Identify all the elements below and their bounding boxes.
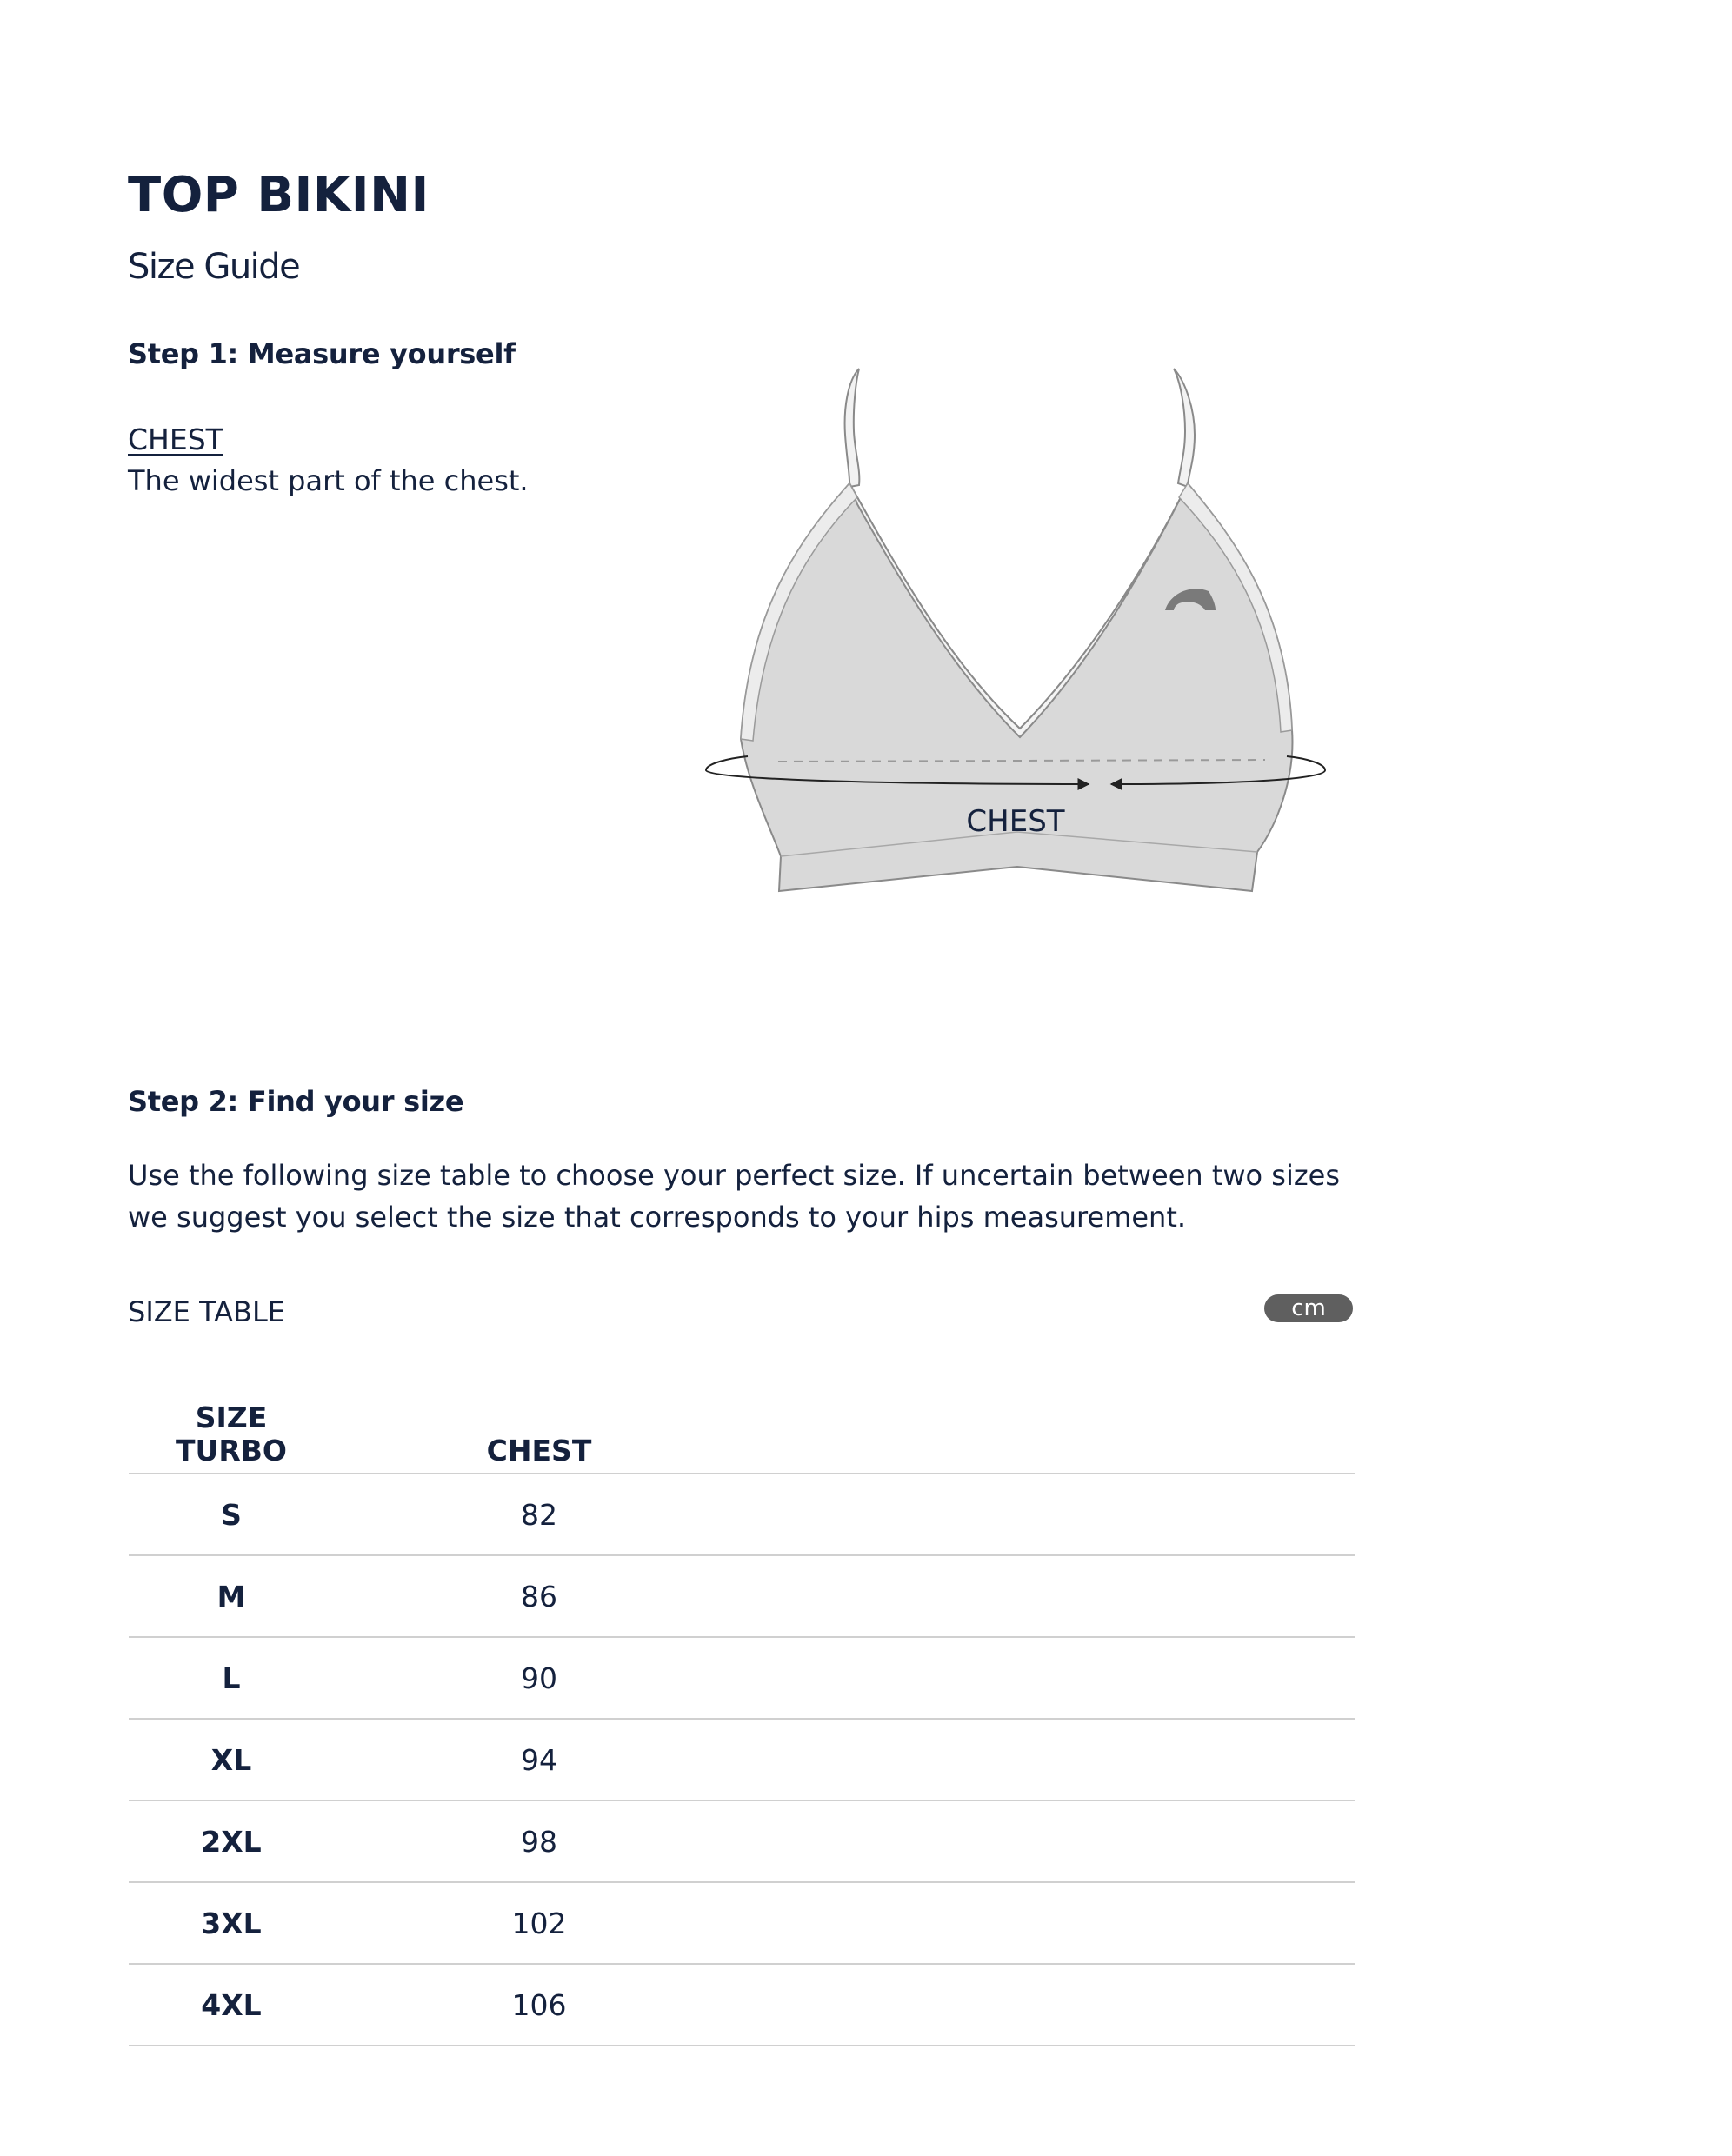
measurement-description: The widest part of the chest. [128,464,529,497]
empty-cell [744,1800,1355,1882]
page-title: TOP BIKINI [128,167,430,223]
measurement-name: CHEST [128,423,223,456]
empty-cell [744,1637,1355,1719]
left-strap [845,369,860,487]
chest-cell: 90 [521,1660,557,1695]
table-row [129,1637,1355,1719]
size-cell: 3XL [201,1906,262,1940]
table-row [129,1474,1355,1555]
size-table [129,1395,1355,2046]
chest-cell: 98 [521,1824,557,1859]
size-header-line1: SIZE [195,1401,268,1434]
chest-cell: 102 [511,1906,567,1940]
table-row [129,1800,1355,1882]
chest-cell: 86 [521,1579,557,1614]
empty-cell [744,1719,1355,1800]
step2-instructions: Use the following size table to choose your perfect size. If uncertain between two sizes we suggest you select the size that corresponds to your hips measurement. [128,1159,1341,1234]
chest-cell: 94 [521,1742,557,1777]
size-cell: M [216,1579,246,1614]
chest-cell: 106 [511,1987,567,2022]
empty-cell [744,1555,1355,1637]
size-table-header-row [129,1395,1355,1474]
size-column-header [129,1395,334,1474]
right-strap [1174,369,1195,487]
size-cell: 4XL [201,1987,262,2022]
size-cell: XL [210,1742,252,1777]
empty-cell [744,1474,1355,1555]
empty-cell [744,1964,1355,2046]
diagram-chest-label: CHEST [966,804,1065,839]
chest-column-header: CHEST [486,1434,592,1467]
unit-toggle[interactable]: cm [1264,1294,1353,1322]
size-header-line2: TURBO [176,1434,287,1467]
empty-column-header [744,1395,1355,1474]
size-table-label: SIZE TABLE [128,1295,286,1328]
chest-cell: 82 [521,1497,557,1532]
page-subtitle: Size Guide [128,247,300,287]
table-row [129,1555,1355,1637]
empty-cell [744,1882,1355,1964]
step2-heading: Step 2: Find your size [128,1085,464,1118]
size-cell: L [222,1660,241,1695]
step1-heading: Step 1: Measure yourself [128,337,516,370]
table-row [129,1719,1355,1800]
table-row [129,1882,1355,1964]
size-cell: S [221,1497,242,1532]
table-row [129,1964,1355,2046]
bikini-top-diagram [696,356,1339,913]
size-cell: 2XL [201,1824,262,1859]
